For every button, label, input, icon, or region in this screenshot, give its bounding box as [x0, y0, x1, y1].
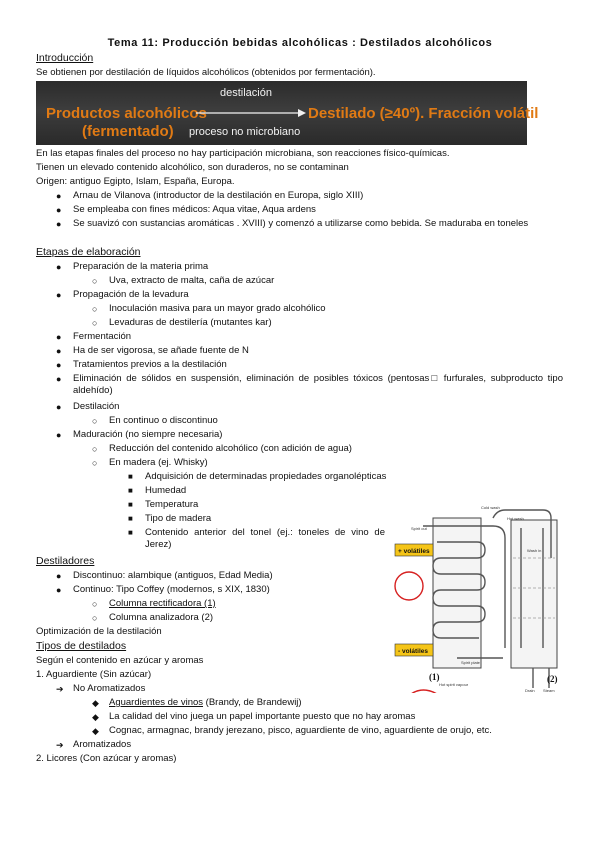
disc-bullet-icon: ● [56, 191, 62, 201]
aguardiente-item: 1. Aguardiente (Sin azúcar) [36, 669, 152, 680]
etapa-item: Propagación de la levadura [73, 289, 189, 300]
destilador-item: Discontinuo: alambique (antiguos, Edad Media) [73, 570, 273, 581]
intro-text: Se obtienen por destilación de líquidos alcohólicos (obtenidos por fermentación). [36, 67, 376, 78]
banner-arrow-bottom: proceso no microbiano [189, 126, 301, 138]
madera-item: Adquisición de determinadas propiedades organolépticas [145, 471, 387, 482]
page-title: Tema 11: Producción bebidas alcohólicas : Destilados alcohólicos [107, 37, 493, 49]
spirit-out-label: Spirit out [411, 526, 427, 531]
etapa-subitem: En continuo o discontinuo [109, 415, 218, 426]
circle-bullet-icon: ○ [92, 599, 98, 609]
circle-bullet-icon: ○ [92, 276, 98, 286]
columna-rectificadora-link[interactable]: Columna rectificadora (1) [109, 598, 216, 609]
madera-item: Contenido anterior del tonel (ej.: toneles de vino de Jerez) [145, 527, 385, 550]
spirit-plate-label: Spirit plate [461, 660, 480, 665]
square-bullet-icon: ■ [128, 472, 133, 481]
etapa-subitem: En madera (ej. Whisky) [109, 457, 208, 468]
disc-bullet-icon: ● [56, 290, 62, 300]
aguardientes-vinos-line [109, 697, 302, 709]
banner-arrow-top: destilación [220, 87, 272, 99]
aguardientes-vinos-link[interactable]: Aguardientes de vinos [109, 697, 204, 708]
disc-bullet-icon: ● [56, 585, 62, 595]
disc-bullet-icon: ● [56, 346, 62, 356]
circle-bullet-icon: ○ [92, 458, 98, 468]
intro-heading: Introducción [36, 52, 94, 64]
intro-paragraph-2: Tienen un elevado contenido alcohólico, son duraderos, no se contaminan [36, 162, 349, 173]
banner-left-top: Productos alcohólicos [46, 105, 207, 122]
intro-paragraph-3: Origen: antiguo Egipto, Islam, España, Europa. [36, 176, 235, 187]
no-aromatizados-item: No Aromatizados [73, 683, 146, 694]
circle-bullet-icon: ○ [92, 318, 98, 328]
disc-bullet-icon: ● [56, 332, 62, 342]
drain-label: Drain [525, 688, 535, 693]
wash-in-label: Wash in [527, 548, 542, 553]
volatiles-top-label: + volátiles [398, 548, 430, 555]
square-bullet-icon: ■ [128, 500, 133, 509]
disc-bullet-icon: ● [56, 374, 62, 384]
distillation-banner [36, 81, 539, 145]
diamond-item: Cognac, armagnac, brandy jerezano, pisco, aguardiente de vino, aguardiente de orujo, etc. [109, 725, 492, 736]
etapa-item: Tratamientos previos a la destilación [73, 359, 227, 370]
madera-item: Temperatura [145, 499, 199, 510]
intro-paragraph-1: En las etapas finales del proceso no hay participación microbiana, son reacciones físico-químicas. [36, 148, 450, 159]
diamond-bullet-icon: ◆ [92, 712, 99, 722]
disc-bullet-icon: ● [56, 205, 62, 215]
disc-bullet-icon: ● [56, 571, 62, 581]
disc-bullet-icon: ● [56, 430, 62, 440]
etapa-item: Preparación de la materia prima [73, 261, 209, 272]
square-bullet-icon: ■ [128, 514, 133, 523]
destiladores-heading: Destiladores [36, 555, 95, 567]
diamond-bullet-icon: ◆ [92, 726, 99, 736]
column-1-label: (1) [429, 672, 440, 682]
tipos-intro: Según el contenido en azúcar y aromas [36, 655, 204, 666]
etapa-item: Fermentación [73, 331, 132, 342]
disc-bullet-icon: ● [56, 360, 62, 370]
destilador-item: Continuo: Tipo Coffey (modernos, s XIX, 1830) [73, 584, 270, 595]
hot-wash-label: Hot wash [507, 516, 524, 521]
madera-item: Humedad [145, 485, 187, 496]
steam-label: Steam [543, 688, 555, 693]
diamond-bullet-icon: ◆ [92, 698, 99, 708]
column-2-label: (2) [547, 674, 558, 684]
etapa-subitem: Reducción del contenido alcohólico (con adición de agua) [109, 443, 352, 454]
circle-bullet-icon: ○ [92, 416, 98, 426]
aromatizados-item: Aromatizados [73, 739, 132, 750]
etapa-subitem: Inoculación masiva para un mayor grado alcohólico [109, 303, 326, 314]
etapa-subitem: Levaduras de destilería (mutantes kar) [109, 317, 272, 328]
etapa-item: Ha de ser vigorosa, se añade fuente de N [73, 345, 249, 356]
madera-item: Tipo de madera [145, 513, 212, 524]
etapa-subitem: Uva, extracto de malta, caña de azúcar [109, 275, 275, 286]
disc-bullet-icon: ● [56, 219, 62, 229]
right-arrow-icon [196, 108, 306, 118]
cold-wash-label: Cold wash [481, 505, 500, 510]
hot-vapour-label: Hot spirit vapour [439, 682, 469, 687]
square-bullet-icon: ■ [128, 528, 133, 537]
destilador-subitem: Columna analizadora (2) [109, 612, 214, 623]
etapa-item: Maduración (no siempre necesaria) [73, 429, 223, 440]
circle-bullet-icon: ○ [92, 613, 98, 623]
licores-item: 2. Licores (Con azúcar y aromas) [36, 753, 177, 764]
diamond-item: La calidad del vino juega un papel importante puesto que no hay aromas [109, 711, 416, 722]
etapa-item: Destilación [73, 401, 120, 412]
aguardientes-vinos-rest: (Brandy, de Brandewij) [203, 697, 302, 708]
square-bullet-icon: ■ [128, 486, 133, 495]
disc-bullet-icon: ● [56, 262, 62, 272]
disc-bullet-icon: ● [56, 402, 62, 412]
arrow-bullet-icon: ➔ [56, 684, 64, 694]
circle-bullet-icon: ○ [92, 444, 98, 454]
intro-bullet-2: Se empleaba con fines médicos: Aqua vitae, Aqua ardens [73, 204, 316, 215]
optimizacion-text: Optimización de la destilación [36, 626, 162, 637]
banner-right: Destilado (≥40º). Fracción volátil [308, 105, 539, 122]
arrow-bullet-icon: ➔ [56, 740, 64, 750]
banner-left-bottom: (fermentado) [82, 123, 174, 140]
coffey-still-diagram [393, 498, 568, 693]
tipos-heading: Tipos de destilados [36, 640, 127, 652]
volatiles-bottom-label: - volátiles [398, 648, 428, 655]
etapa-item: Eliminación de sólidos en suspensión, eliminación de posibles tóxicos (pentosas□ furfurales, subproducto tipo aldehído) [73, 373, 563, 396]
circle-bullet-icon: ○ [92, 304, 98, 314]
etapas-heading: Etapas de elaboración [36, 246, 141, 258]
intro-bullet-1: Arnau de Vilanova (introductor de la destilación en Europa, siglo XIII) [73, 190, 364, 201]
intro-bullet-3: Se suavizó con sustancias aromáticas . XVIII) y comenzó a utilizarse como bebida. Se maduraba en toneles [73, 218, 529, 229]
